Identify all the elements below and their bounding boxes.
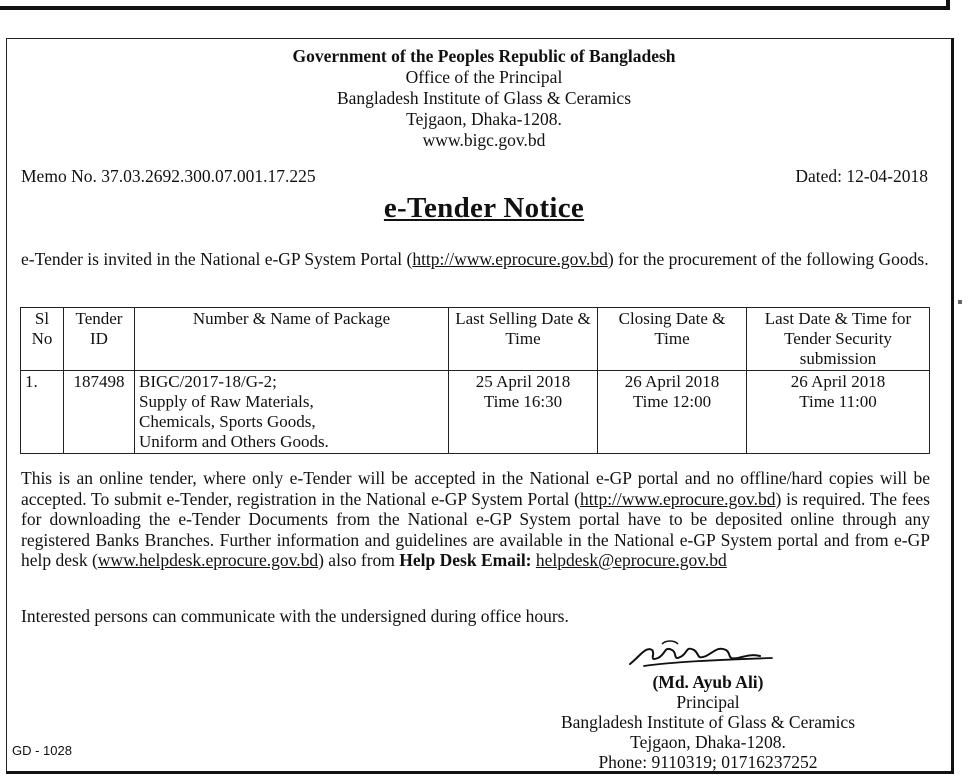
instructions-text-1: This is an online tender, where only e-Tender will be accepted in the National e-GP portal and no offline/hard copies will be accepted. To submit e-Tender, registration in the National e-GP System Portal ( bbox=[21, 468, 930, 509]
notice-title: e-Tender Notice bbox=[383, 192, 585, 224]
last-selling-date: 25 April 2018 bbox=[475, 372, 571, 391]
cell-package bbox=[135, 371, 449, 454]
signatory-block bbox=[498, 672, 918, 772]
memo-number: Memo No. 37.03.2692.300.07.001.17.225 bbox=[21, 166, 316, 186]
office-line: Office of the Principal bbox=[405, 67, 563, 87]
header-tender-id: Tender ID bbox=[64, 308, 135, 371]
cell-sl: 1. bbox=[21, 371, 64, 454]
helpdesk-link[interactable]: www.helpdesk.eprocure.gov.bd bbox=[97, 550, 319, 570]
instructions-text-3: ) also from bbox=[318, 550, 400, 570]
instructions-paragraph bbox=[21, 468, 930, 571]
tender-table bbox=[20, 307, 930, 454]
signatory-address: Tejgaon, Dhaka-1208. bbox=[630, 732, 786, 752]
security-time: Time 11:00 bbox=[799, 392, 877, 411]
institute-line: Bangladesh Institute of Glass & Ceramics bbox=[336, 88, 632, 108]
cell-last-selling bbox=[449, 371, 598, 454]
signatory-phone: Phone: 9110319; 01716237252 bbox=[598, 752, 818, 772]
contact-note: Interested persons can communicate with the undersigned during office hours. bbox=[21, 606, 569, 626]
eprocure-link[interactable]: http://www.eprocure.gov.bd bbox=[412, 249, 608, 269]
eprocure-link[interactable]: http://www.eprocure.gov.bd bbox=[579, 488, 776, 509]
intro-text-start: e-Tender is invited in the National e-GP System Portal ( bbox=[21, 249, 413, 269]
header-last-selling: Last Selling Date & Time bbox=[449, 308, 598, 371]
signature-image bbox=[622, 636, 782, 672]
letterhead bbox=[0, 46, 968, 151]
package-line: Supply of Raw Materials, bbox=[139, 392, 314, 411]
closing-time: Time 12:00 bbox=[632, 392, 712, 411]
help-desk-email-label: Help Desk Email: bbox=[399, 550, 532, 570]
intro-text-end: ) for the procurement of the following Goods. bbox=[607, 249, 929, 269]
top-frame-border bbox=[0, 0, 950, 10]
signatory-name: (Md. Ayub Ali) bbox=[652, 672, 764, 692]
header-closing: Closing Date & Time bbox=[598, 308, 747, 371]
header-package: Number & Name of Package bbox=[135, 308, 449, 371]
memo-date: Dated: 12-04-2018 bbox=[795, 166, 928, 186]
header-security: Last Date & Time for Tender Security submission bbox=[747, 308, 930, 371]
table-row bbox=[21, 371, 930, 454]
package-line: Chemicals, Sports Goods, bbox=[139, 412, 316, 431]
header-sl: Sl No bbox=[21, 308, 64, 371]
intro-paragraph bbox=[21, 249, 929, 270]
last-selling-time: Time 16:30 bbox=[483, 392, 563, 411]
website-line: www.bigc.gov.bd bbox=[422, 130, 546, 150]
instructions-text-2: ) is required. The fees for downloading the e-Tender Documents from the National e-GP System portal have to be deposited online through any registered Banks Branches. Further information and guidelines are available in the National e-GP System portal and from e-GP help desk ( bbox=[21, 488, 930, 570]
cell-security bbox=[747, 371, 930, 454]
scan-speck bbox=[958, 300, 962, 304]
closing-date: 26 April 2018 bbox=[624, 372, 720, 391]
gd-number: GD - 1028 bbox=[12, 743, 72, 758]
address-line: Tejgaon, Dhaka-1208. bbox=[406, 109, 562, 129]
table-header-row bbox=[21, 308, 930, 371]
help-desk-email-link[interactable]: helpdesk@eprocure.gov.bd bbox=[535, 550, 727, 570]
signatory-designation: Principal bbox=[676, 692, 740, 712]
package-line: BIGC/2017-18/G-2; bbox=[139, 372, 277, 391]
cell-tender-id: 187498 bbox=[64, 371, 135, 454]
security-date: 26 April 2018 bbox=[790, 372, 886, 391]
cell-closing bbox=[598, 371, 747, 454]
package-line: Uniform and Others Goods. bbox=[139, 432, 329, 451]
signatory-institute: Bangladesh Institute of Glass & Ceramics bbox=[560, 712, 856, 732]
government-title: Government of the Peoples Republic of Bangladesh bbox=[292, 46, 676, 66]
